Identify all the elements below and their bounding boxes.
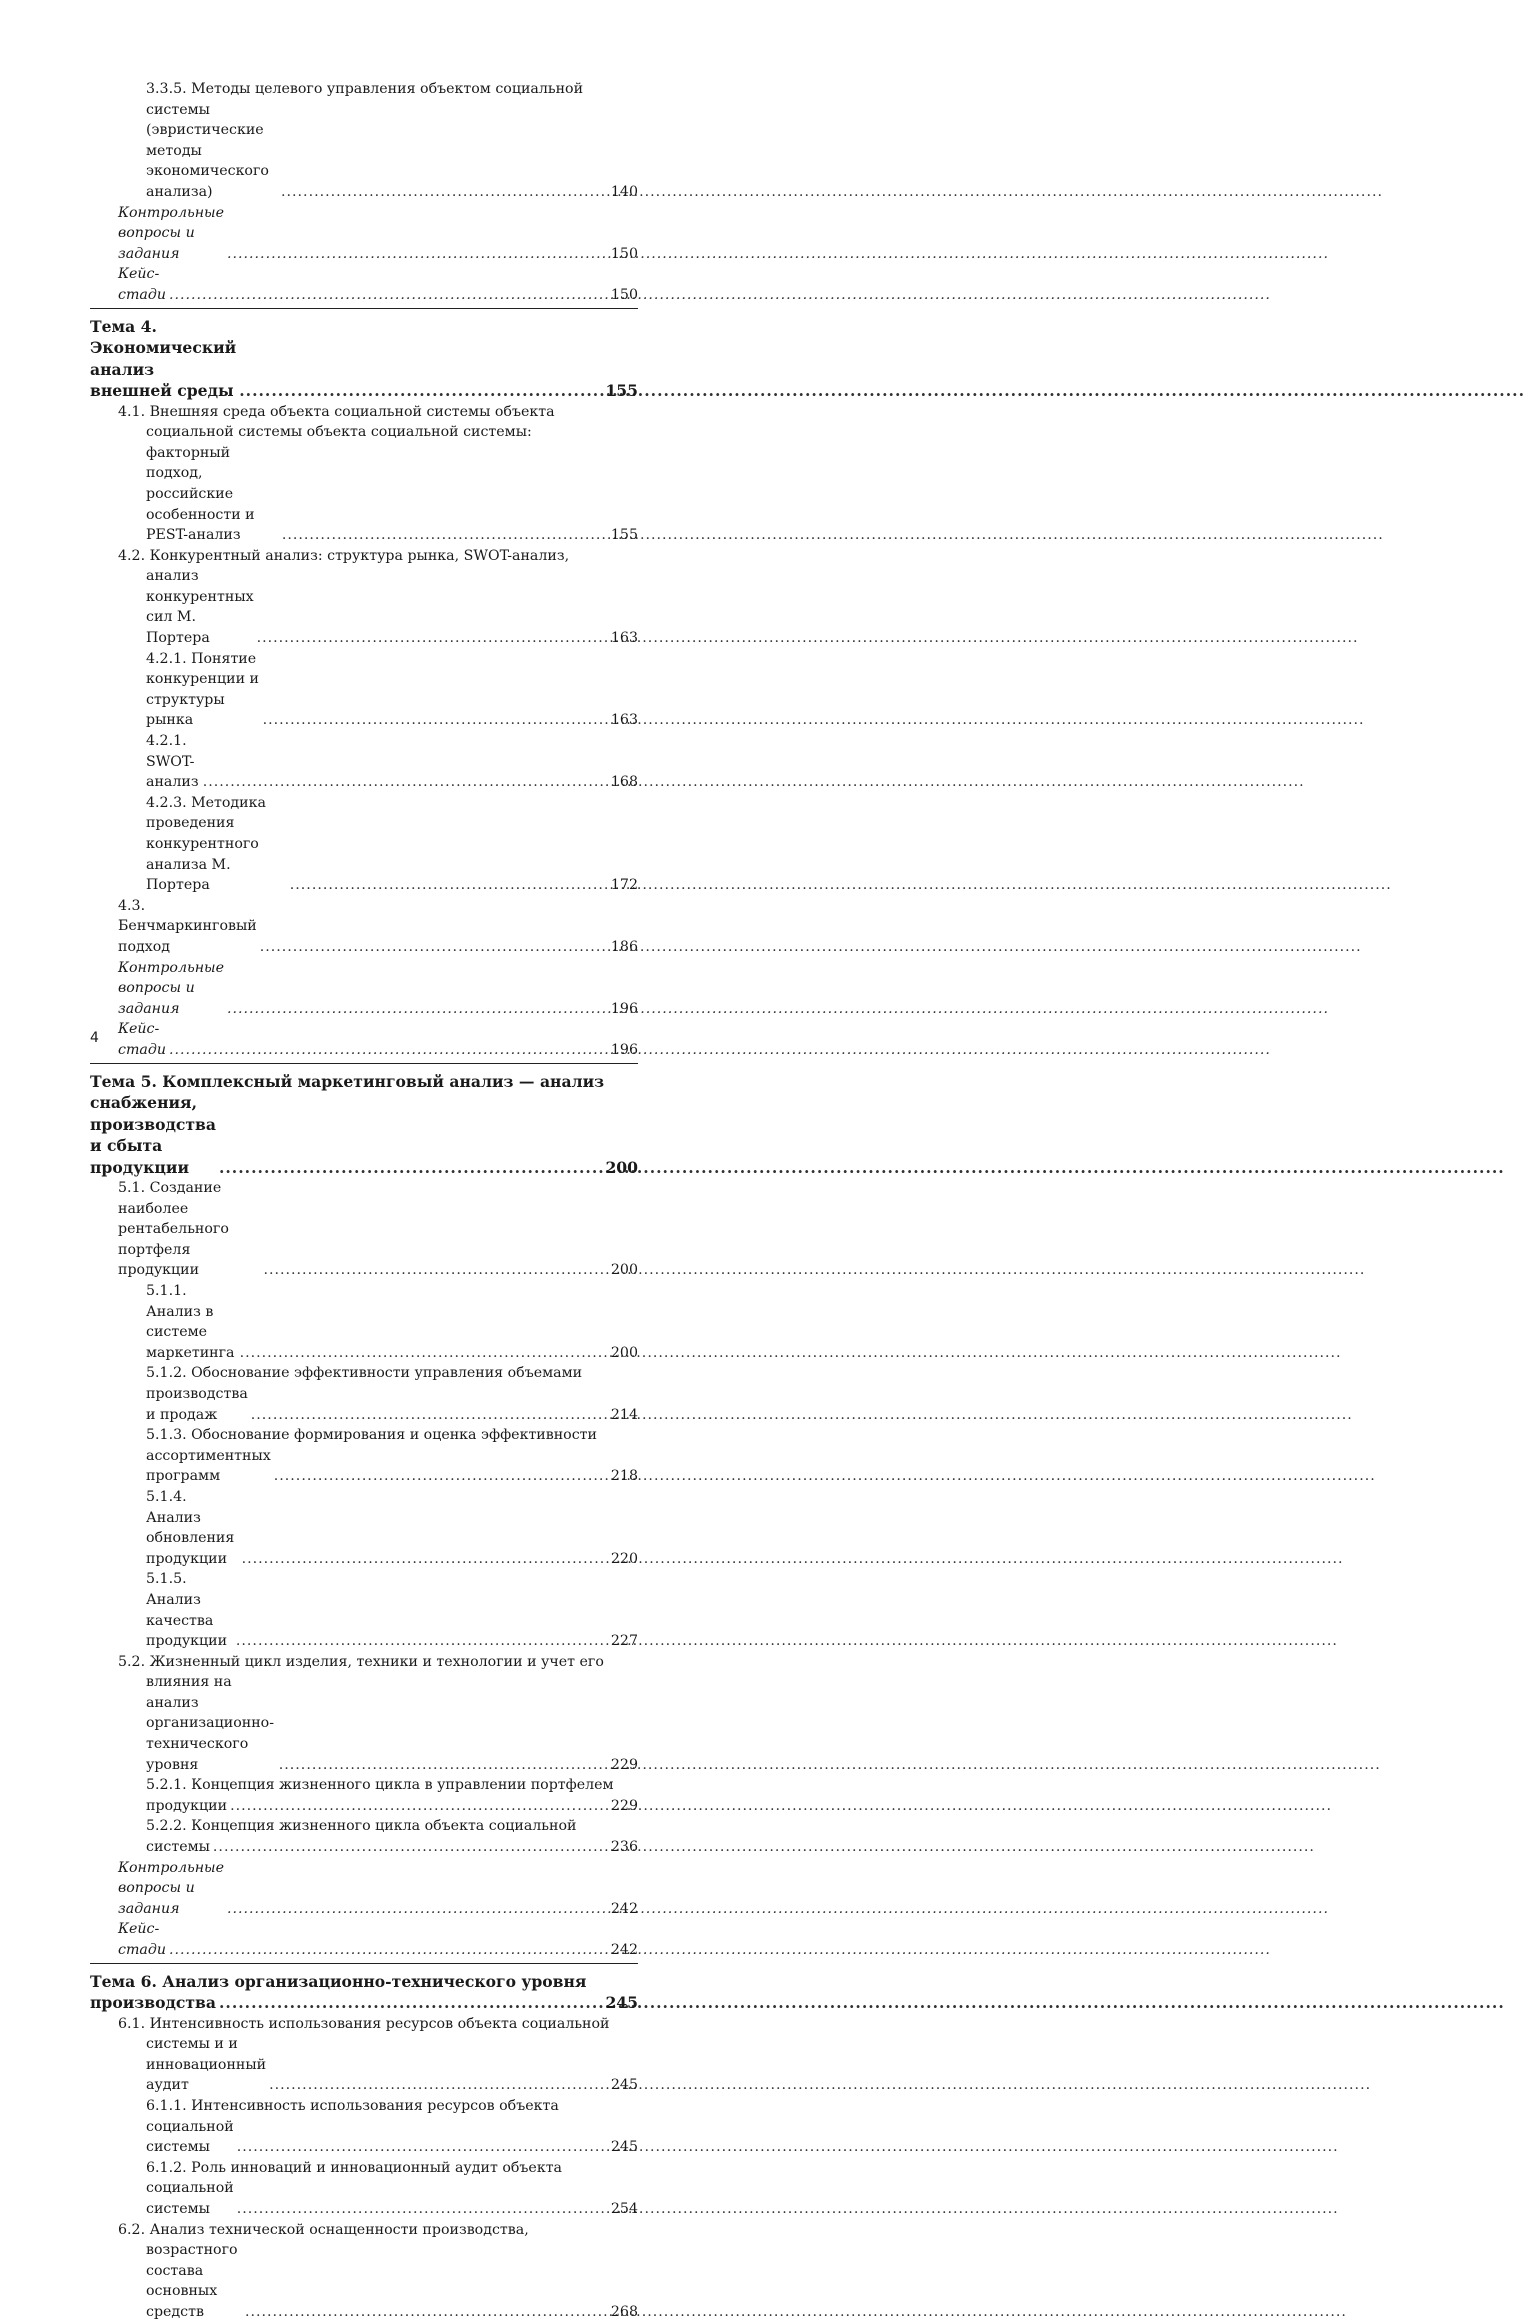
toc-entry-text: Кейс-стади: [118, 266, 166, 303]
dot-leader: [257, 628, 608, 649]
toc-entry-text: 5.1. Создание наиболее рентабельного портфеля продукции: [118, 1180, 229, 1279]
toc-entry-5-1-1: [146, 1281, 638, 1363]
toc-entry-topic4-questions: [118, 958, 638, 1020]
divider: [90, 1963, 638, 1964]
toc-entry-5-1-4: [146, 1487, 638, 1569]
toc-page-number: 155: [610, 527, 638, 544]
dot-leader: [227, 1899, 608, 1920]
toc-entry-text: влияния на анализ организационно-технического уровня: [146, 1674, 274, 1773]
toc-entry-text: 6.2. Анализ технической оснащенности производства,: [118, 2221, 529, 2238]
toc-entry-text: системы и и инновационный аудит: [146, 2036, 267, 2094]
dot-leader: [227, 244, 608, 265]
toc-topic-4: [90, 316, 638, 402]
toc-entry-text: анализ конкурентных сил М. Портера: [146, 568, 254, 647]
toc-entry-text: 4.3. Бенчмаркинговый подход: [118, 897, 257, 955]
toc-entry-topic4-cases: [118, 1019, 638, 1060]
toc-page-number: 172: [610, 877, 638, 894]
dot-leader: [245, 2302, 608, 2323]
toc-topic-title: Тема 5. Комплексный маркетинговый анализ — анализ: [90, 1071, 605, 1091]
dot-leader: [169, 1940, 608, 1961]
toc-page-number: 220: [610, 1550, 638, 1567]
toc-entry-text: 5.2.1. Концепция жизненного цикла в управлении портфелем: [146, 1777, 614, 1794]
dot-leader: [282, 525, 608, 546]
toc-page-number: 218: [610, 1468, 638, 1485]
toc-entry-text: производства и продаж: [146, 1385, 248, 1423]
divider: [90, 1063, 638, 1064]
toc-entry-text: ассортиментных программ: [146, 1447, 271, 1485]
toc-entry-4-2-3: [146, 793, 638, 896]
toc-page-number: 196: [610, 1041, 638, 1058]
dot-leader: [242, 1549, 608, 1570]
toc-entry-text: 4.1. Внешняя среда объекта социальной системы объекта: [118, 403, 555, 420]
toc-entry-text: 5.2.2. Концепция жизненного цикла объекта социальной: [146, 1818, 577, 1835]
toc-topic-title: производства: [90, 1993, 216, 2013]
dot-leader: [281, 182, 608, 203]
toc-entry-text: 6.1. Интенсивность использования ресурсов объекта социальной: [118, 2015, 610, 2032]
toc-entry-5-2: [118, 1652, 638, 1776]
dot-leader: [203, 772, 608, 793]
toc-entry-text: 4.2.3. Методика проведения конкурентного анализа М. Портера: [146, 794, 266, 894]
dot-leader: [269, 2075, 608, 2096]
toc-entry-topic3-questions: [118, 203, 638, 265]
toc-entry-text: системы: [146, 1839, 210, 1856]
toc-entry-text: 5.1.4. Анализ обновления продукции: [146, 1488, 235, 1567]
toc-entry-text: Кейс-стади: [118, 1021, 166, 1058]
toc-entry-text: 6.1.1. Интенсивность использования ресурсов объекта: [146, 2097, 559, 2114]
toc-page-number: 196: [610, 1000, 638, 1017]
toc-entry-topic3-cases: [118, 264, 638, 305]
toc-page-number: 200: [610, 1262, 638, 1279]
toc-page-number: 245: [605, 1993, 638, 2013]
toc-page-number: 229: [610, 1756, 638, 1773]
toc-page-number: 242: [610, 1942, 638, 1958]
toc-entry-text: Контрольные вопросы и задания: [118, 204, 224, 262]
toc-page-number: 245: [610, 2077, 638, 2094]
toc-page-number: 268: [610, 2303, 638, 2320]
toc-page-number: 150: [610, 245, 638, 262]
toc-entry-4-2-1: [146, 649, 638, 731]
toc-entry-text: социальной системы объекта социальной системы:: [146, 424, 532, 441]
dot-leader: [219, 1992, 602, 2014]
toc-entry-5-2-1: [146, 1775, 638, 1816]
toc-page-number: 155: [605, 381, 638, 401]
toc-page-number: 163: [610, 712, 638, 729]
page-number: 4: [90, 1030, 99, 1046]
toc-entry-text: возрастного состава основных средств: [146, 2242, 238, 2320]
toc-topic-6: [90, 1971, 638, 2014]
toc-page-number: 168: [610, 774, 638, 791]
dot-leader: [279, 1755, 608, 1776]
toc-entry-text: 5.2. Жизненный цикл изделия, техники и технологии и учет его: [118, 1653, 604, 1670]
toc-topic-title: Тема 4. Экономический анализ внешней среды: [90, 316, 237, 401]
dot-leader: [213, 1837, 608, 1858]
toc-page-number: 186: [610, 938, 638, 955]
toc-entry-topic5-questions: [118, 1858, 638, 1920]
dot-leader: [237, 2199, 608, 2220]
toc-entry-6-1: [118, 2014, 638, 2096]
toc-page-number: 229: [610, 1797, 638, 1814]
dot-leader: [219, 1157, 602, 1179]
toc-entry-4-2-1-swot: [146, 731, 638, 793]
dot-leader: [239, 380, 602, 402]
toc-topic-title: снабжения, производства и сбыта продукции: [90, 1093, 216, 1177]
toc-entry-text: 5.1.3. Обоснование формирования и оценка эффективности: [146, 1427, 597, 1444]
dot-leader: [236, 1631, 608, 1652]
table-of-contents: [90, 79, 638, 2323]
dot-leader: [237, 2137, 608, 2158]
dot-leader: [290, 875, 608, 896]
dot-leader: [251, 1405, 608, 1426]
dot-leader: [274, 1466, 608, 1487]
toc-entry-6-2: [118, 2220, 638, 2323]
toc-page-number: 236: [610, 1839, 638, 1856]
toc-page-number: 227: [610, 1633, 638, 1650]
toc-entry-text: 4.2. Конкурентный анализ: структура рынка, SWOT-анализ,: [118, 547, 570, 564]
dot-leader: [263, 1260, 607, 1281]
dot-leader: [169, 1040, 608, 1061]
dot-leader: [169, 285, 608, 306]
toc-entry-text: социальной системы: [146, 2180, 234, 2217]
toc-entry-text: факторный подход, российские особенности и PEST-анализ: [146, 444, 255, 544]
toc-topic-title: Тема 6. Анализ организационно-технического уровня: [90, 1971, 587, 1991]
toc-entry-text: Контрольные вопросы и задания: [118, 1859, 224, 1917]
toc-entry-text: 5.1.2. Обоснование эффективности управления объемами: [146, 1365, 583, 1382]
toc-entry-text: социальной системы: [146, 2118, 234, 2156]
divider: [90, 308, 638, 309]
toc-entry-4-3: [118, 896, 638, 958]
toc-entry-text: 4.2.1. SWOT-анализ: [146, 733, 199, 791]
toc-page-number: 200: [610, 1344, 638, 1361]
toc-entry-4-1: [118, 402, 638, 546]
toc-page-number: 200: [605, 1157, 638, 1177]
toc-entry-text: 6.1.2. Роль инноваций и инновационный аудит объекта: [146, 2159, 563, 2176]
toc-page-number: 245: [610, 2139, 638, 2156]
toc-entry-5-1: [118, 1178, 638, 1281]
toc-entry-6-1-2: [146, 2158, 638, 2220]
toc-entry-5-2-2: [146, 1816, 638, 1857]
toc-entry-text: 5.1.1. Анализ в системе маркетинга: [146, 1283, 235, 1361]
dot-leader: [227, 999, 608, 1020]
toc-entry-4-2: [118, 546, 638, 649]
toc-entry-3-3-5: [146, 79, 638, 203]
toc-page-number: 254: [610, 2200, 638, 2217]
dot-leader: [263, 710, 608, 731]
dot-leader: [240, 1343, 608, 1364]
toc-entry-text: Кейс-стади: [118, 1921, 166, 1958]
dot-leader: [230, 1796, 608, 1817]
toc-page-number: 242: [610, 1900, 638, 1917]
dot-leader: [260, 937, 608, 958]
toc-entry-text: 5.1.5. Анализ качества продукции: [146, 1571, 228, 1650]
toc-page-number: 140: [610, 183, 638, 200]
toc-entry-text: продукции: [146, 1797, 228, 1814]
toc-page-number: 163: [610, 630, 638, 647]
toc-entry-topic5-cases: [118, 1919, 638, 1960]
toc-entry-5-1-3: [146, 1425, 638, 1487]
toc-entry-6-1-1: [146, 2096, 638, 2158]
toc-entry-5-1-2: [146, 1363, 638, 1425]
toc-entry-text: 4.2.1. Понятие конкуренции и структуры рынка: [146, 650, 260, 729]
toc-topic-5: [90, 1071, 638, 1179]
toc-page-number: 150: [610, 286, 638, 303]
toc-page-number: 214: [610, 1406, 638, 1423]
toc-entry-5-1-5: [146, 1569, 638, 1651]
toc-entry-text: Контрольные вопросы и задания: [118, 959, 224, 1017]
toc-entry-text: системы (эвристические методы экономического анализа): [146, 101, 269, 200]
toc-entry-text: 3.3.5. Методы целевого управления объектом социальной: [146, 81, 584, 97]
